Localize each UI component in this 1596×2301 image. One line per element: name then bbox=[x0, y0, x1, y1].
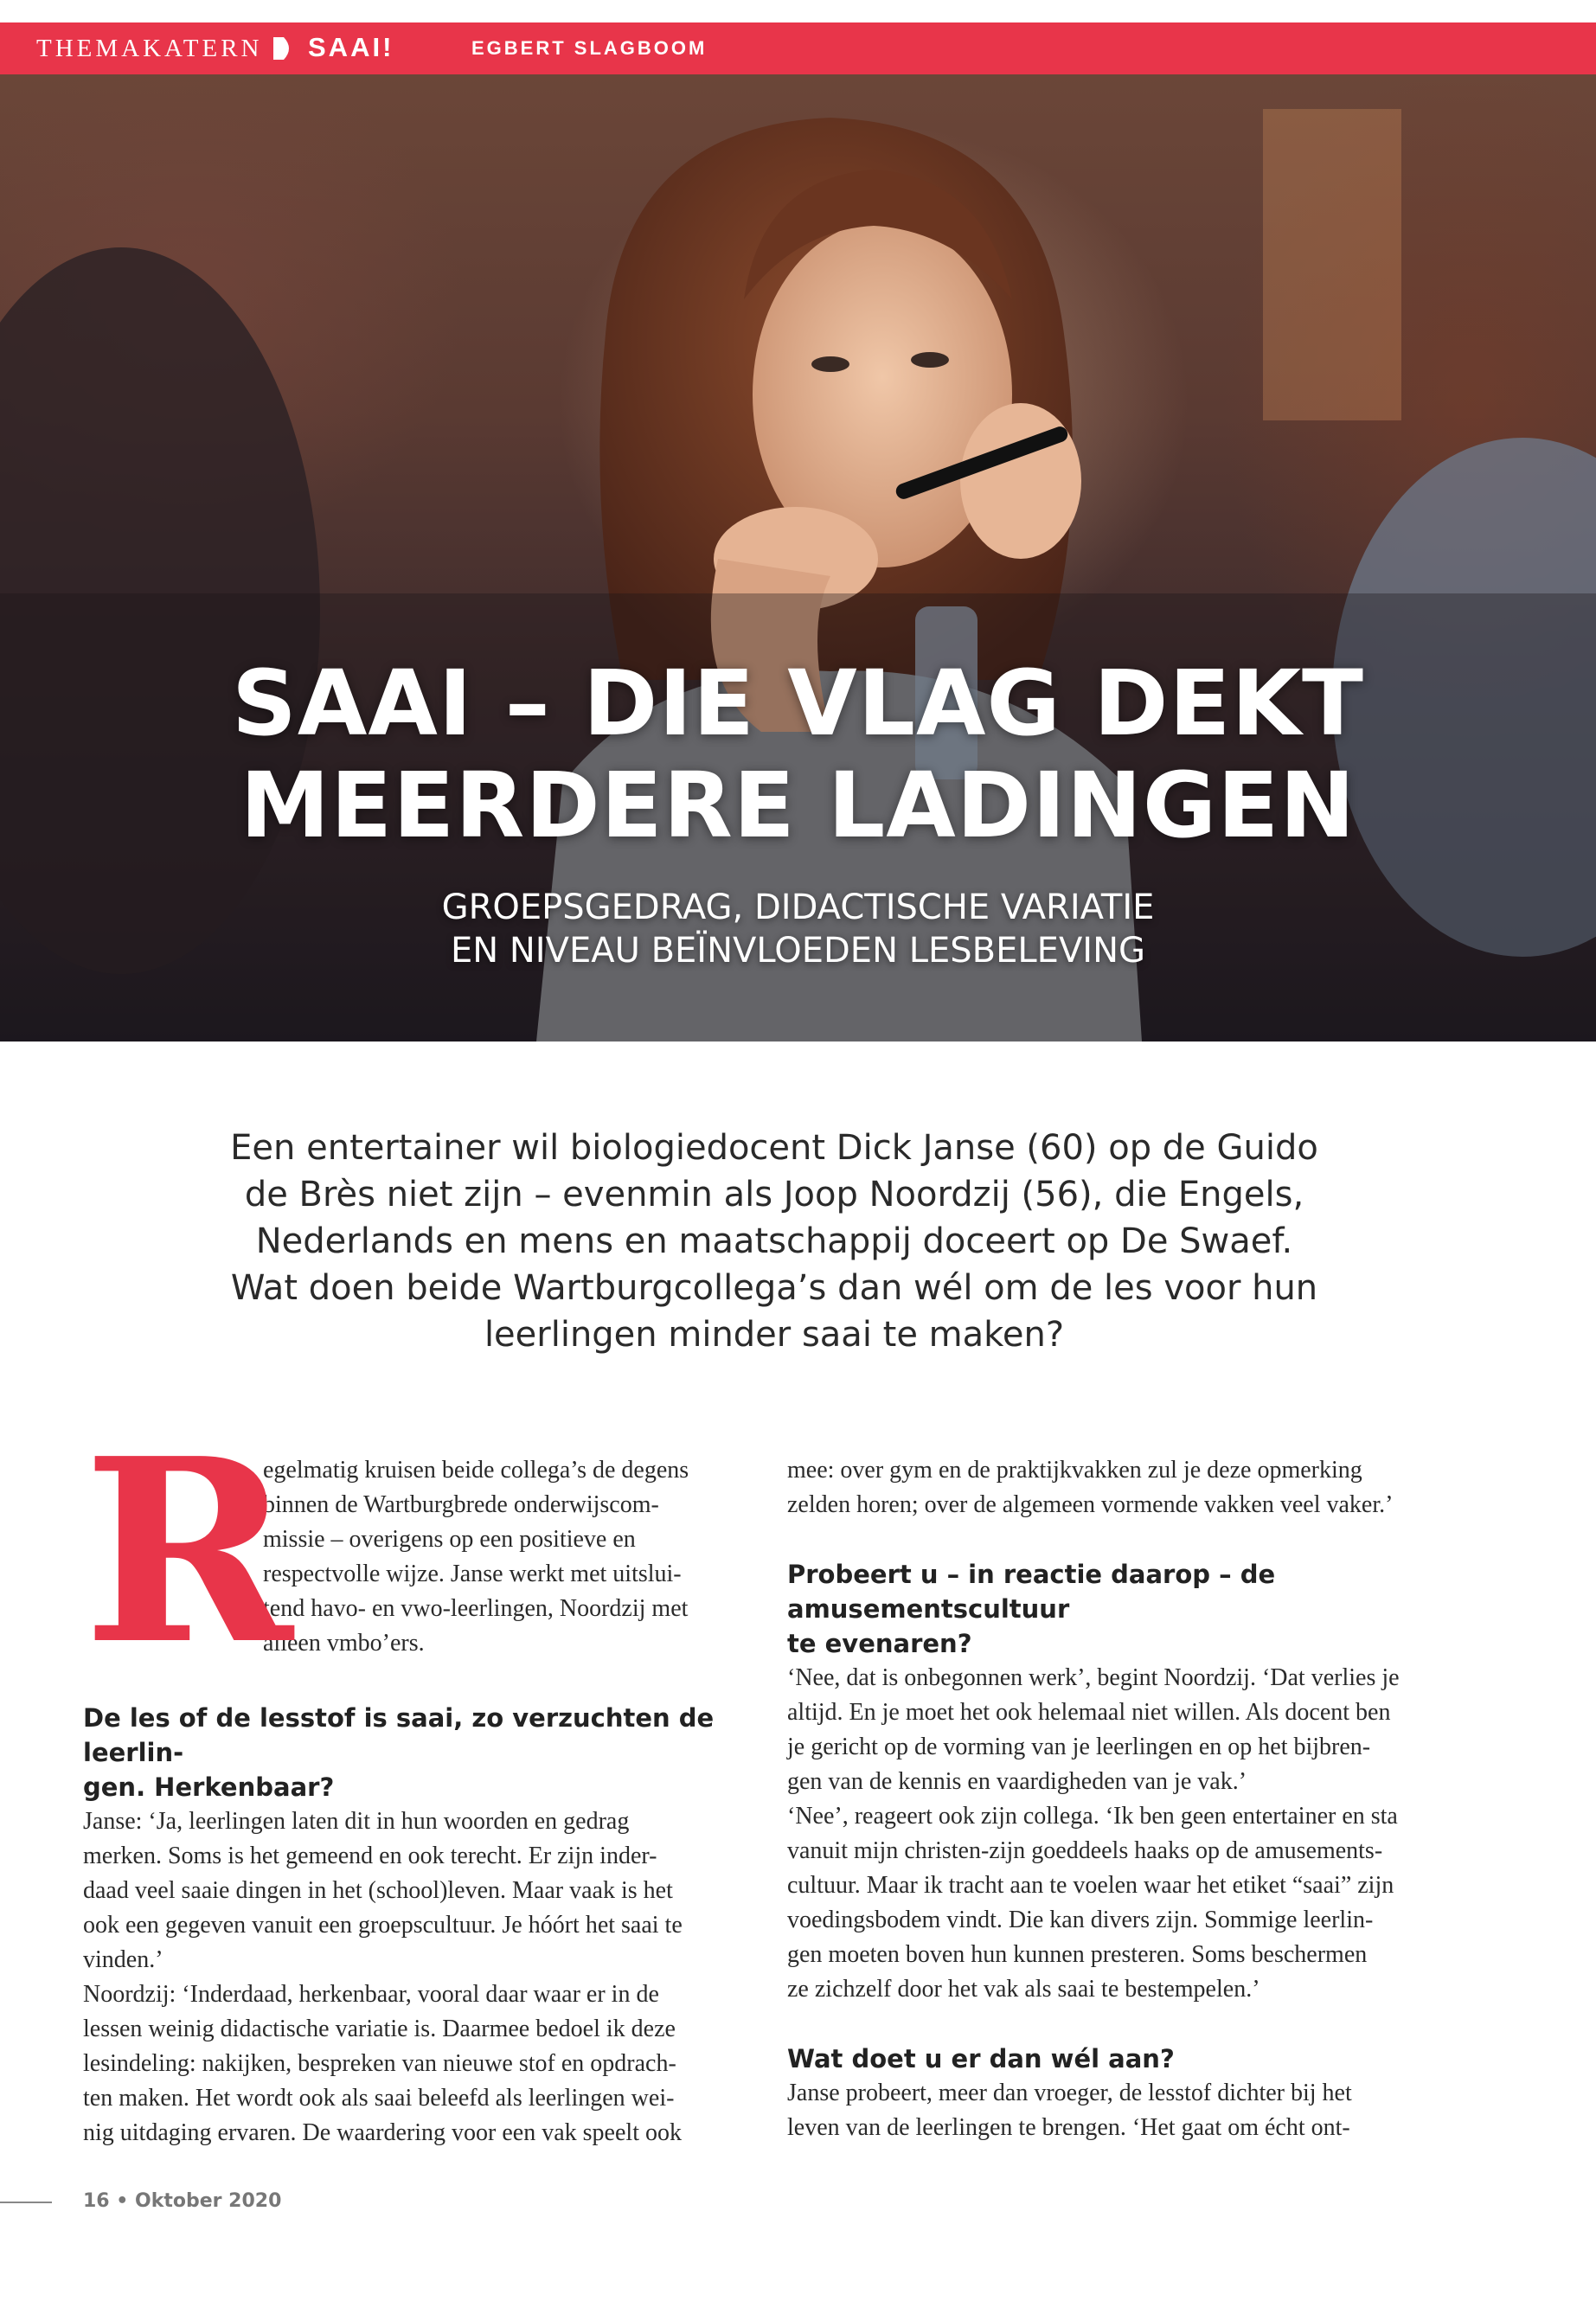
article-column-left bbox=[83, 1403, 810, 2150]
interview-answer bbox=[787, 1661, 1514, 2007]
author-name: EGBERT SLAGBOOM bbox=[471, 37, 708, 59]
issue-date: Oktober 2020 bbox=[135, 2190, 282, 2212]
subtitle-line: GROEPSGEDRAG, DIDACTISCHE VARIATIE bbox=[441, 888, 1155, 927]
hero-photo bbox=[0, 74, 1596, 1042]
section-label: THEMAKATERN bbox=[36, 35, 263, 62]
continued-paragraph bbox=[787, 1453, 1514, 1522]
text-line: ook een gegeven vanuit een groepscultuur. Je hóórt het saai te bbox=[83, 1912, 683, 1939]
interview-question bbox=[787, 1557, 1514, 1661]
text-line: zelden horen; over de algemeen vormende vakken veel vaker.’ bbox=[787, 1491, 1394, 1518]
text-line: leven van de leerlingen te brengen. ‘Het gaat om écht ont- bbox=[787, 2114, 1350, 2141]
text-line: missie – overigens op een positieve en bbox=[263, 1526, 636, 1553]
interview-question bbox=[787, 2041, 1514, 2076]
section-banner bbox=[0, 22, 1596, 74]
text-line: alleen vmbo’ers. bbox=[263, 1630, 425, 1657]
text-line: Janse probeert, meer dan vroeger, de lesstof dichter bij het bbox=[787, 2080, 1352, 2106]
text-line: respectvolle wijze. Janse werkt met uitslui- bbox=[263, 1561, 682, 1587]
article-subtitle bbox=[0, 886, 1596, 972]
footer-separator: • bbox=[116, 2190, 129, 2212]
text-line: gen van de kennis en vaardigheden van je vak.’ bbox=[787, 1768, 1247, 1795]
title-line: SAAI – DIE VLAG DEKT bbox=[232, 651, 1364, 756]
theme-label: SAAI! bbox=[308, 32, 394, 62]
text-line: ze zichzelf door het vak als saai te bestempelen.’ bbox=[787, 1976, 1260, 2003]
text-line: tend havo- en vwo-leerlingen, Noordzij met bbox=[263, 1595, 689, 1622]
text-line: voedingsbodem vindt. Die kan divers zijn. Sommige leerlin- bbox=[787, 1907, 1374, 1933]
question-line: gen. Herkenbaar? bbox=[83, 1772, 335, 1802]
interview-answer bbox=[787, 2076, 1514, 2145]
text-line: gen moeten boven hun kunnen presteren. Soms beschermen bbox=[787, 1941, 1368, 1968]
text-line: altijd. En je moet het ook helemaal niet willen. Als docent ben bbox=[787, 1699, 1391, 1726]
text-line: ten maken. Het wordt ook als saai beleefd als leerlingen wei- bbox=[83, 2085, 675, 2112]
page-footer bbox=[83, 2190, 281, 2212]
text-line: mee: over gym en de praktijkvakken zul je deze opmerking bbox=[787, 1457, 1362, 1484]
drop-cap bbox=[83, 1403, 293, 1700]
text-line: Noordzij: ‘Inderdaad, herkenbaar, vooral daar waar er in de bbox=[83, 1981, 659, 2008]
arrow-icon bbox=[270, 35, 296, 61]
subtitle-line: EN NIVEAU BEÏNVLOEDEN LESBELEVING bbox=[450, 931, 1146, 971]
intro-line: Wat doen beide Wartburgcollega’s dan wél om de les voor hun bbox=[230, 1268, 1318, 1308]
top-margin bbox=[0, 0, 1596, 22]
question-line: Wat doet u er dan wél aan? bbox=[787, 2044, 1175, 2073]
drop-cap-letter: R bbox=[83, 1403, 293, 1700]
footer-rule bbox=[0, 2202, 52, 2203]
interview-question bbox=[83, 1701, 810, 1804]
text-line: cultuur. Maar ik tracht aan te voelen waar het etiket “saai” zijn bbox=[787, 1872, 1394, 1899]
title-line: MEERDERE LADINGEN bbox=[240, 753, 1356, 858]
intro-line: de Brès niet zijn – evenmin als Joop Noordzij (56), die Engels, bbox=[244, 1175, 1304, 1215]
intro-lead bbox=[208, 1125, 1341, 1358]
page-number: 16 bbox=[83, 2190, 110, 2212]
text-line: ‘Nee, dat is onbegonnen werk’, begint Noordzij. ‘Dat verlies je bbox=[787, 1664, 1400, 1691]
text-line: je gericht op de vorming van je leerlingen en op het bijbren- bbox=[787, 1734, 1371, 1760]
text-line: lesindeling: nakijken, bespreken van nieuwe stof en opdrach- bbox=[83, 2050, 676, 2077]
intro-line: leerlingen minder saai te maken? bbox=[484, 1315, 1065, 1355]
interview-answer bbox=[83, 1804, 810, 2150]
text-line: egelmatig kruisen beide collega’s de degens bbox=[263, 1457, 689, 1484]
text-line: lessen weinig didactische variatie is. Daarmee bedoel ik deze bbox=[83, 2016, 676, 2042]
text-line: merken. Soms is het gemeend en ook terecht. Er zijn inder- bbox=[83, 1843, 657, 1869]
text-line: ‘Nee’, reageert ook zijn collega. ‘Ik ben geen entertainer en sta bbox=[787, 1803, 1398, 1830]
text-line: binnen de Wartburgbrede onderwijscom- bbox=[263, 1491, 659, 1518]
intro-line: Een entertainer wil biologiedocent Dick Janse (60) op de Guido bbox=[230, 1128, 1318, 1168]
intro-line: Nederlands en mens en maatschappij doceert op De Swaef. bbox=[255, 1221, 1293, 1261]
article-title bbox=[0, 652, 1596, 856]
text-line: nig uitdaging ervaren. De waardering voor een vak speelt ook bbox=[83, 2119, 682, 2146]
question-line: De les of de lesstof is saai, zo verzuchten de leerlin- bbox=[83, 1703, 715, 1767]
question-line: Probeert u – in reactie daarop – de amusementscultuur bbox=[787, 1560, 1276, 1624]
text-line: daad veel saaie dingen in het (school)leven. Maar vaak is het bbox=[83, 1877, 673, 1904]
text-line: Janse: ‘Ja, leerlingen laten dit in hun woorden en gedrag bbox=[83, 1808, 630, 1835]
text-line: vanuit mijn christen-zijn goeddeels haaks op de amusements- bbox=[787, 1837, 1383, 1864]
article-column-right bbox=[787, 1453, 1514, 2145]
question-line: te evenaren? bbox=[787, 1629, 972, 1658]
text-line: vinden.’ bbox=[83, 1946, 163, 1973]
